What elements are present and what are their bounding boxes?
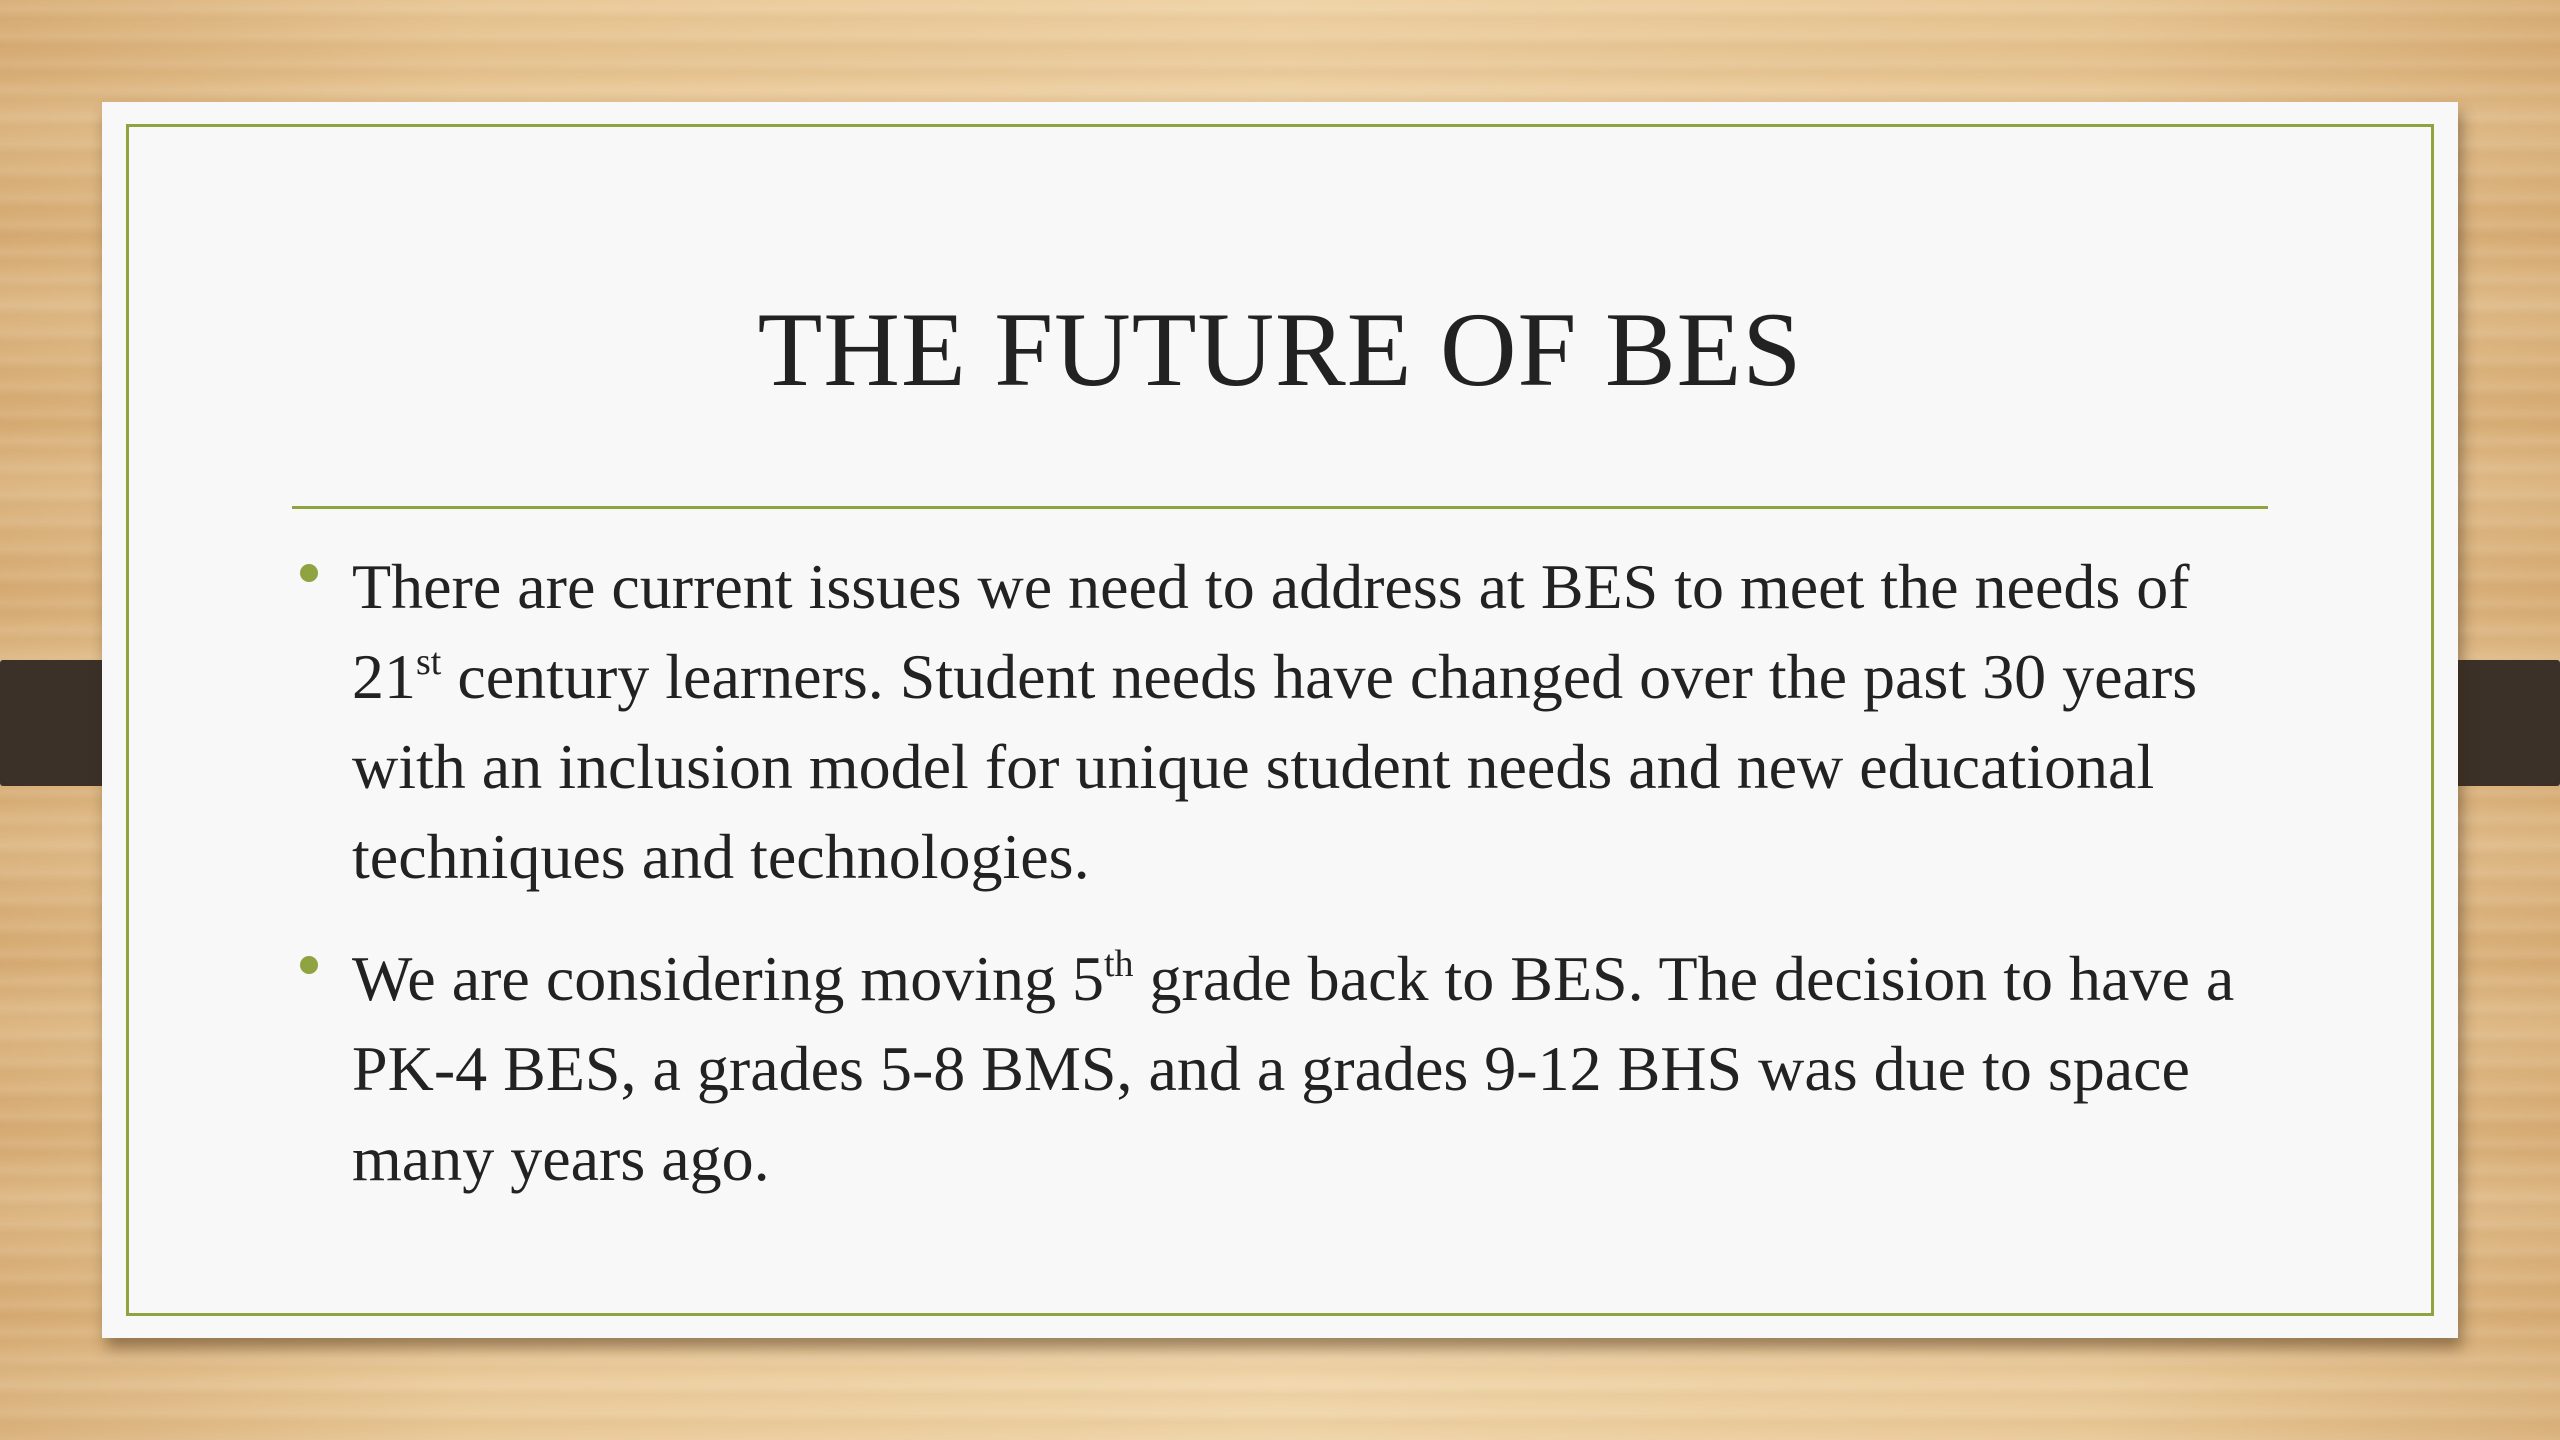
bullet-1-text-end: century learners. Student needs have changed over the past 30 years with an inclusion model for unique student needs and new educational techniques and technologies. [352,641,2198,892]
title-divider [292,506,2268,509]
bullet-list [352,542,2258,1236]
slide-title: THE FUTURE OF BES [757,291,1803,408]
bullet-dot-icon [300,956,318,974]
bullet-item-1 [352,542,2258,902]
bullet-dot-icon [300,564,318,582]
bullet-text-2 [352,943,2234,1194]
bullet-1-superscript: st [416,640,442,683]
bullet-2-text-end: grade back to BES. The decision to have a PK-4 BES, a grades 5-8 BMS, and a grades 9-12 BHS was due to space many years ago. [352,943,2235,1194]
bullet-item-2 [352,934,2258,1204]
bullet-1-text-start: There are current issues we need to address at BES to meet the needs of 21 [352,551,2190,712]
bullet-2-superscript: th [1103,942,1134,985]
slide-card [102,102,2458,1338]
bullet-text-1 [352,551,2197,892]
bullet-2-text-start: We are considering moving 5 [352,943,1104,1014]
